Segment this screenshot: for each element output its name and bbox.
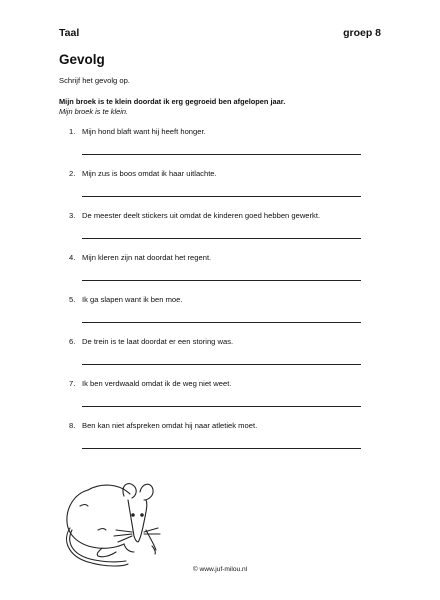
answer-line[interactable] (82, 406, 361, 407)
exercise-item (0, 379, 440, 409)
item-sentence: Mijn kleren zijn nat doordat het regent. (82, 253, 212, 262)
item-sentence: De trein is te laat doordat er een storing was. (82, 337, 234, 346)
item-number: 8. (69, 421, 76, 430)
exercise-item (0, 169, 440, 199)
item-number: 6. (69, 337, 76, 346)
item-sentence: Ik ga slapen want ik ben moe. (82, 295, 183, 304)
page-title: Gevolg (59, 52, 105, 67)
exercise-item (0, 337, 440, 367)
example-question: Mijn broek is te klein doordat ik erg gegroeid ben afgelopen jaar. (59, 97, 286, 106)
item-number: 7. (69, 379, 76, 388)
answer-line[interactable] (82, 322, 361, 323)
item-sentence: De meester deelt stickers uit omdat de kinderen goed hebben gewerkt. (82, 211, 321, 220)
item-sentence: Mijn hond blaft want hij heeft honger. (82, 127, 206, 136)
answer-line[interactable] (82, 238, 361, 239)
item-sentence: Ik ben verdwaald omdat ik de weg niet weet. (82, 379, 232, 388)
item-number: 2. (69, 169, 76, 178)
item-number: 5. (69, 295, 76, 304)
answer-line[interactable] (82, 280, 361, 281)
group-label: groep 8 (343, 27, 381, 39)
example-answer: Mijn broek is te klein. (59, 107, 129, 116)
item-sentence: Ben kan niet afspreken omdat hij naar atletiek moet. (82, 421, 258, 430)
item-sentence: Mijn zus is boos omdat ik haar uitlachte. (82, 169, 217, 178)
item-number: 1. (69, 127, 76, 136)
answer-line[interactable] (82, 196, 361, 197)
instruction-text: Schrijf het gevolg op. (59, 76, 130, 85)
exercise-item (0, 127, 440, 157)
item-number: 4. (69, 253, 76, 262)
answer-line[interactable] (82, 364, 361, 365)
mouse-drawing-icon (58, 460, 170, 572)
subject-label: Taal (59, 27, 80, 39)
exercise-item (0, 421, 440, 451)
answer-line[interactable] (82, 154, 361, 155)
exercise-item (0, 253, 440, 283)
exercise-item (0, 211, 440, 241)
item-number: 3. (69, 211, 76, 220)
answer-line[interactable] (82, 448, 361, 449)
copyright-footer: © www.juf-milou.nl (192, 566, 248, 573)
exercise-item (0, 295, 440, 325)
